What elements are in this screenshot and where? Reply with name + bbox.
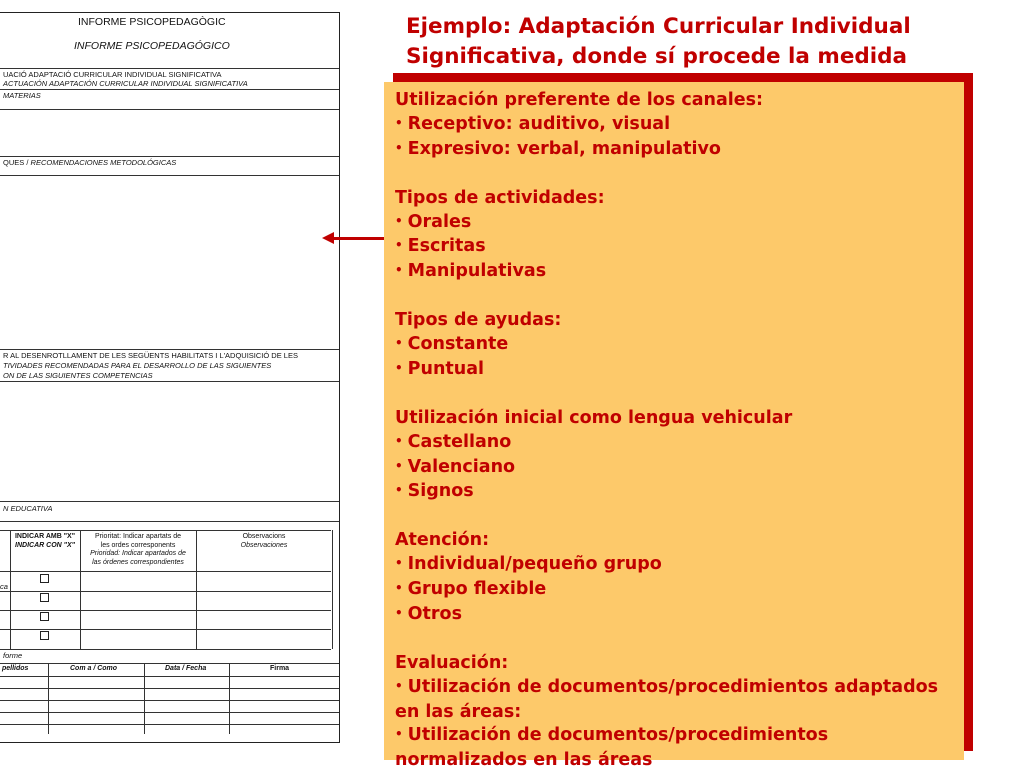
form-divider (0, 89, 339, 90)
form-divider (0, 521, 339, 522)
slide-title-line-1: Ejemplo: Adaptación Curricular Individual (406, 14, 911, 39)
table-border (332, 530, 333, 649)
signature-col-como: Com a / Como (70, 665, 118, 672)
form-divider (0, 68, 339, 69)
table-border (0, 571, 331, 572)
checkbox[interactable] (40, 612, 49, 621)
checkbox[interactable] (40, 593, 49, 602)
signature-row-border (0, 688, 339, 689)
form-section-competencias-es1: TIVIDADES RECOMENDADAS PARA EL DESARROLLO DE LAS SIGUIENTES (3, 361, 272, 370)
signature-row-border (0, 700, 339, 701)
group-title: Utilización preferente de los canales: (395, 90, 764, 110)
table-border (0, 629, 331, 630)
table-border (0, 610, 331, 611)
list-item: • Valenciano (395, 456, 954, 481)
signature-row-border (0, 712, 339, 713)
group-title: Tipos de ayudas: (395, 310, 562, 331)
group-ayudas (395, 309, 954, 383)
group-lengua-vehicular (395, 407, 954, 506)
slide-title (406, 12, 1006, 72)
informe-psicopedagogico-form (0, 12, 340, 743)
list-item: • Castellano (395, 431, 954, 456)
checkbox[interactable] (40, 631, 49, 640)
form-divider (0, 156, 339, 157)
table-border (0, 591, 331, 592)
signature-col-border (144, 663, 145, 734)
form-divider (0, 109, 339, 110)
recommendations-panel (384, 82, 964, 771)
pointer-arrow (332, 237, 384, 240)
list-item: • Receptivo: auditivo, visual (395, 113, 954, 138)
signature-col-border (48, 663, 49, 734)
table-header-observaciones: Observacions Observaciones (240, 533, 288, 549)
form-section-acis-es: ACTUACIÓN ADAPTACIÓN CURRICULAR INDIVIDUAL SIGNIFICATIVA (3, 79, 248, 88)
list-item: • Utilización de documentos/procedimientos adaptados en las áreas: (395, 676, 954, 725)
form-divider (0, 501, 339, 502)
list-item: • Signos (395, 480, 954, 505)
list-item: • Manipulativas (395, 260, 954, 285)
form-section-competencias-va: R AL DESENROTLLAMENT DE LES SEGÜENTS HABILITATS I L'ADQUISICIÓ DE LES (3, 351, 298, 360)
form-divider (0, 175, 339, 176)
list-item: • Grupo flexible (395, 578, 954, 603)
form-title-castellano: INFORME PSICOPEDAGÓGICO (74, 40, 230, 52)
signature-col-firma: Firma (270, 665, 290, 672)
signature-col-border (229, 663, 230, 734)
list-item: • Utilización de documentos/procedimientos normalizados en las áreas (395, 724, 954, 773)
list-item: • Puntual (395, 358, 954, 383)
list-item: • Individual/pequeño grupo (395, 553, 954, 578)
group-title: Utilización inicial como lengua vehicular (395, 407, 793, 428)
group-evaluacion (395, 652, 954, 773)
form-divider (0, 663, 339, 664)
list-item: • Escritas (395, 235, 954, 260)
slide-title-line-2: Significativa, donde sí procede la medida (406, 44, 908, 69)
signature-row-border (0, 724, 339, 725)
list-item: • Orales (395, 211, 954, 236)
form-divider (0, 381, 339, 382)
form-divider (0, 349, 339, 350)
group-actividades (395, 187, 954, 286)
table-row-label-fragment: ca (0, 582, 8, 591)
group-title: Tipos de actividades: (395, 187, 605, 208)
group-title: Evaluación: (395, 652, 509, 673)
signature-col-fecha: Data / Fecha (165, 665, 207, 672)
group-title: Atención: (395, 530, 490, 551)
group-atencion (395, 529, 954, 628)
form-section-educativa: N EDUCATIVA (3, 504, 53, 513)
table-border (0, 649, 331, 650)
table-header-indicar: INDICAR AMB "X" INDICAR CON "X" (14, 533, 76, 549)
list-item: • Constante (395, 333, 954, 358)
form-section-metodologicas: QUES / RECOMENDACIONES METODOLÓGICAS (3, 158, 177, 167)
form-title-valenciano: INFORME PSICOPEDAGÒGIC (78, 16, 226, 28)
form-section-acis-va: UACIÓ ADAPTACIÓ CURRICULAR INDIVIDUAL SIGNIFICATIVA (3, 70, 222, 79)
group-canales (395, 89, 954, 163)
signature-col-apellidos: pellidos (2, 665, 29, 672)
checkbox[interactable] (40, 574, 49, 583)
form-section-informe: forme (3, 651, 23, 660)
list-item: • Otros (395, 603, 954, 628)
form-section-materias: MATERIAS (3, 91, 41, 100)
form-section-competencias-es2: ON DE LAS SIGUIENTES COMPETENCIAS (3, 371, 153, 380)
table-header-prioridad: Prioritat: Indicar apartats de les ordes corresponents Prioridad: Indicar apartados de las órdenes correspondientes (90, 533, 186, 566)
signature-row-border (0, 676, 339, 677)
arrow-head-icon (322, 232, 334, 244)
list-item: • Expresivo: verbal, manipulativo (395, 138, 954, 163)
table-border (0, 530, 331, 531)
